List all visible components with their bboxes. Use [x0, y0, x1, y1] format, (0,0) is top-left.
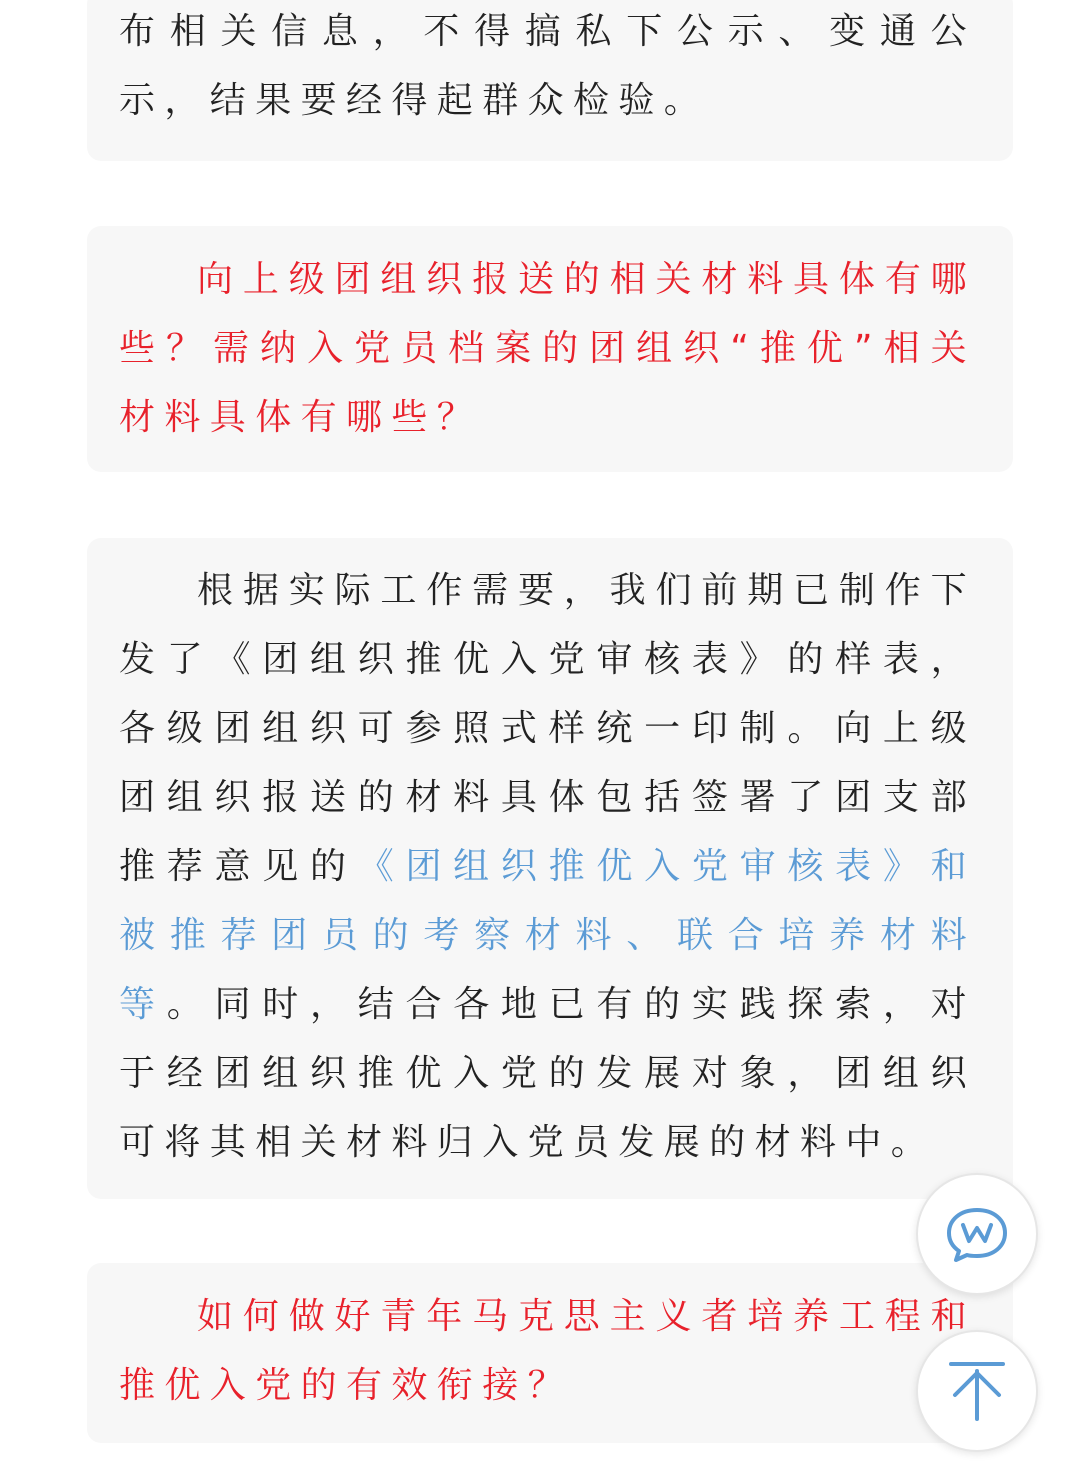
- body-paragraph: 布相关信息，不得搞私下公示、变通公示，结果要经得起群众检验。: [119, 11, 976, 121]
- answer-text-outro: 。同时，结合各地已有的实践探索，对于经团组织推优入党的发展对象，团组织可将其相关材料归入党员发展的材料中。: [119, 984, 976, 1163]
- comment-w-icon: [944, 1204, 1010, 1264]
- question-heading: 向上级团组织报送的相关材料具体有哪些？需纳入党员档案的团组织“推优”相关材料具体有哪些？: [119, 259, 976, 438]
- question-card: [87, 1263, 1013, 1443]
- paragraph-card: [87, 0, 1013, 161]
- question-heading: 如何做好青年马克思主义者培养工程和推优入党的有效衔接？: [119, 1296, 976, 1406]
- arrow-up-to-top-icon: [947, 1359, 1007, 1423]
- answer-paragraph: [119, 538, 976, 1177]
- question-card: [87, 226, 1013, 472]
- materials-link[interactable]: 《团组织推优入党审核表》和被推荐团员的考察材料、联合培养材料等: [119, 846, 976, 1025]
- comment-button[interactable]: [916, 1173, 1038, 1295]
- answer-card: [87, 538, 1013, 1199]
- back-to-top-button[interactable]: [916, 1330, 1038, 1452]
- answer-text-intro: 根据实际工作需要，我们前期已制作下发了《团组织推优入党审核表》的样表，各级团组织可参照式样统一印制。向上级团组织报送的材料具体包括签署了团支部推荐意见的: [119, 570, 976, 887]
